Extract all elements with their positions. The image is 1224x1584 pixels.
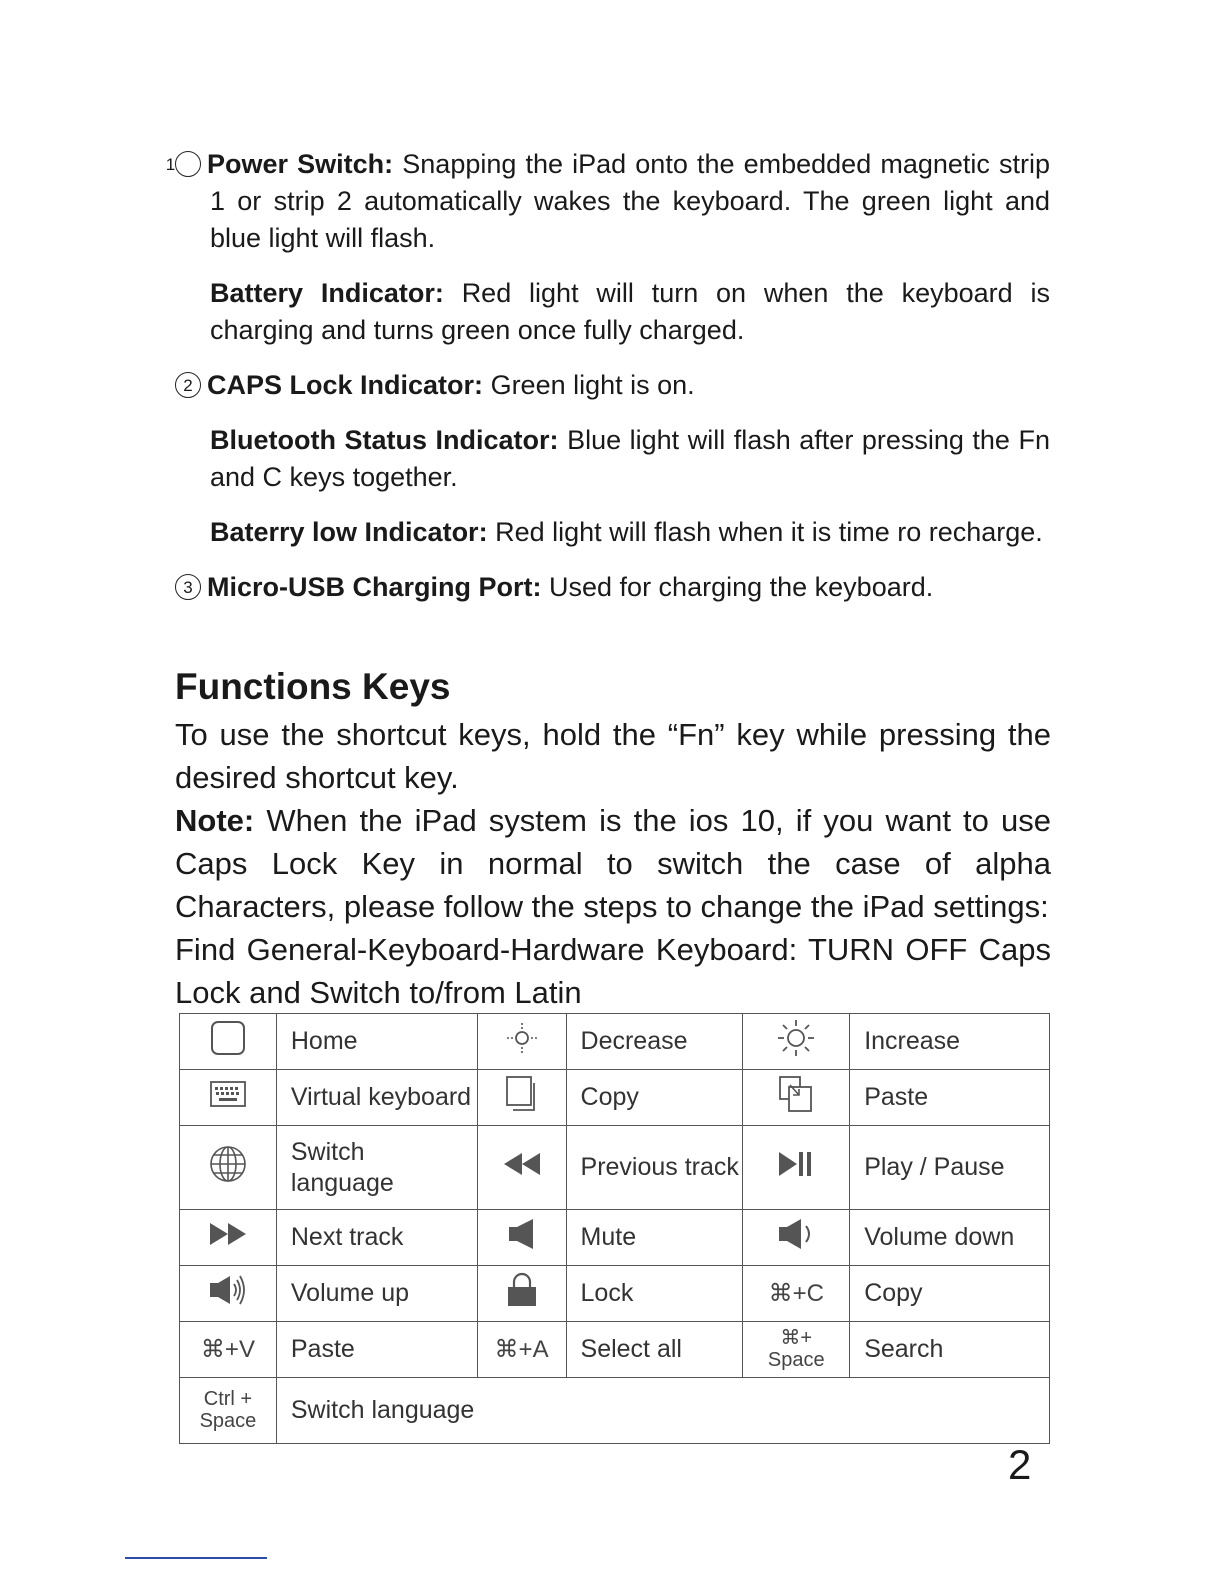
item-text: Red light will flash when it is time ro recharge. [495,517,1043,547]
table-cell: Switch language [276,1378,1049,1444]
item-battery-low-indicator [210,514,1050,551]
table-cell: Decrease [566,1014,743,1070]
table-cell: Mute [566,1210,743,1266]
globe-icon [208,1144,248,1184]
paste-icon [777,1075,815,1113]
item-term: Bluetooth Status Indicator: [210,425,559,455]
cell-line: Switch [290,1137,365,1166]
table-row [180,1378,1050,1444]
table-row [180,1210,1050,1266]
table-cell [276,1126,477,1210]
table-cell: Select all [566,1322,743,1378]
icon-cell [180,1014,277,1070]
cmd-space-key [768,1327,825,1371]
table-cell: Copy [566,1070,743,1126]
note-text: When the iPad system is the ios 10, if you want to use Caps Lock Key in normal to switch the case of alpha Characters, please follow the steps to change the iPad settings: [175,803,1051,924]
mute-icon [507,1217,537,1251]
table-row [180,1266,1050,1322]
table-cell: Play / Pause [850,1126,1050,1210]
volume-down-icon [777,1217,815,1251]
table-row [180,1126,1050,1210]
table-cell: Paste [276,1322,477,1378]
section-find: Find General-Keyboard-Hardware Keyboard: TURN OFF Caps Lock and Switch to/from Latin [175,932,1051,1010]
icon-cell [477,1322,566,1378]
icon-cell [743,1322,850,1378]
icon-cell [180,1070,277,1126]
key-line: Space [199,1409,257,1432]
icon-cell [743,1210,850,1266]
table-cell: Volume down [850,1210,1050,1266]
item-bluetooth-indicator [210,422,1050,496]
footer-divider [125,1557,267,1559]
item-term: CAPS Lock Indicator: [207,370,484,400]
rewind-icon [502,1151,542,1177]
brightness-low-icon [504,1020,540,1056]
icon-cell [180,1322,277,1378]
number-badge: 3 [175,574,201,600]
icon-cell [180,1378,277,1444]
table-cell: Increase [850,1014,1050,1070]
icon-cell [743,1014,850,1070]
key-line: Space [767,1348,825,1371]
home-key-icon [210,1020,246,1056]
note-label: Note: [175,803,255,838]
section-title: Functions Keys [175,666,451,707]
table-cell: Previous track [566,1126,743,1210]
table-row [180,1014,1050,1070]
table-cell: Volume up [276,1266,477,1322]
page-number: 2 [1008,1441,1032,1488]
table-cell: Home [276,1014,477,1070]
table-cell: Next track [276,1210,477,1266]
icon-cell [743,1266,850,1322]
play-pause-icon [777,1150,815,1178]
table-cell: Lock [566,1266,743,1322]
key-line: ⌘+ [780,1326,813,1349]
item-term: Power Switch: [207,149,394,179]
number-badge: 1 [175,151,201,177]
volume-up-icon [208,1273,248,1307]
table-cell: Copy [850,1266,1050,1322]
table-row [180,1322,1050,1378]
brightness-high-icon [776,1018,816,1058]
icon-cell [180,1266,277,1322]
section-intro: To use the shortcut keys, hold the “Fn” key while pressing the desired shortcut key. [175,717,1051,795]
item-caps-lock-indicator [175,367,1050,404]
cmd-c-key: ⌘+C [768,1280,824,1307]
icon-cell [180,1126,277,1210]
cmd-a-key: ⌘+A [494,1336,549,1363]
cell-line: language [290,1168,394,1197]
lock-icon [506,1272,538,1308]
item-text: Red light will turn on when the keyboard is charging and turns green once fully charged. [210,278,1050,345]
item-battery-indicator [210,275,1050,349]
copy-icon [504,1075,540,1113]
item-term: Baterry low Indicator: [210,517,488,547]
function-keys-table [179,1013,1050,1444]
icon-cell [477,1126,566,1210]
item-micro-usb-port [175,569,1050,606]
table-row [180,1070,1050,1126]
item-text: Snapping the iPad onto the embedded magnetic strip 1 or strip 2 automatically wakes the keyboard. The green light and blue light will flash. [210,149,1050,253]
table-cell: Paste [850,1070,1050,1126]
keyboard-icon [210,1081,246,1107]
cmd-v-key: ⌘+V [200,1336,255,1363]
icon-cell [743,1126,850,1210]
key-line: Ctrl + [203,1387,253,1410]
item-text: Used for charging the keyboard. [549,572,934,602]
icon-cell [180,1210,277,1266]
icon-cell [477,1210,566,1266]
table-cell: Virtual keyboard [276,1070,477,1126]
icon-cell [477,1070,566,1126]
item-term: Battery Indicator: [210,278,444,308]
fast-forward-icon [208,1221,248,1247]
item-term: Micro-USB Charging Port: [207,572,542,602]
icon-cell [477,1014,566,1070]
number-badge: 2 [175,372,201,398]
item-text: Blue light will flash after pressing the Fn and C keys together. [210,425,1050,492]
item-power-switch [165,146,1050,257]
item-text: Green light is on. [490,370,695,400]
table-cell: Search [850,1322,1050,1378]
icon-cell [477,1266,566,1322]
section-note [175,799,1051,928]
icon-cell [743,1070,850,1126]
ctrl-space-key [200,1388,257,1432]
